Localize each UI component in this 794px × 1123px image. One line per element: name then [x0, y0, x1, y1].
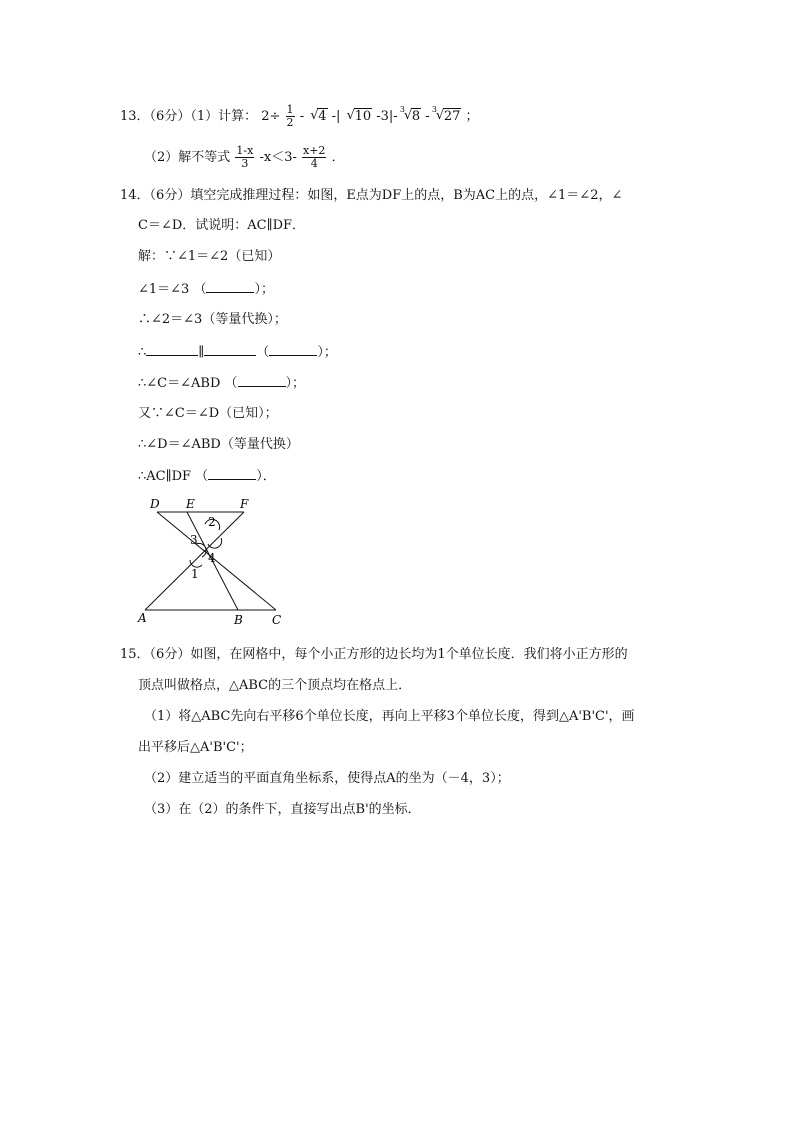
label-e: E	[186, 497, 195, 511]
q15-part3: （3）在（2）的条件下，直接写出点B'的坐标．	[144, 802, 421, 817]
label-d: D	[150, 497, 160, 511]
q14-step6: 又∵∠C＝∠D（已知）；	[138, 406, 278, 421]
fraction-1-minus-x-over-3: $\frac{1-x}{3}$	[236, 144, 254, 170]
q15-part1a: （1）将△ABC先向右平移6个单位长度，再向上平移3个单位长度，得到△A'B'C'，画	[144, 709, 635, 724]
q14-step2: ∠1＝∠3 （ ）；	[138, 282, 274, 297]
answer-blank[interactable]	[238, 374, 286, 387]
cube-root-27: 3 √ 27	[431, 105, 461, 124]
fraction-x-plus-2-over-4: $\frac{x+2}{4}$	[303, 144, 326, 170]
q14-step5: ∴∠C＝∠ABD （ ）；	[138, 376, 306, 391]
fraction-one-half: $\frac{1}{2}$	[286, 103, 294, 129]
cube-root-8: 3 √ 8	[399, 105, 421, 124]
label-c: C	[272, 613, 282, 627]
q14-step8: ∴AC∥DF （ ）．	[138, 469, 276, 484]
q14-step1: 解：∵∠1＝∠2（已知）	[138, 249, 281, 264]
geometry-figure	[130, 494, 290, 628]
sqrt-4: √ 4	[310, 108, 327, 124]
q13-expr-a: 2÷	[261, 109, 281, 124]
segment-db	[157, 512, 276, 610]
answer-blank[interactable]	[269, 343, 317, 356]
label-angle-3: 3	[190, 533, 198, 547]
q13-line2: （2）解不等式 $\frac{1-x}{3}$ -x＜3- $\frac{x+2}{4}$ ．	[144, 144, 345, 170]
answer-blank[interactable]	[146, 343, 198, 356]
q14-step7: ∴∠D＝∠ABD（等量代换）	[138, 437, 299, 452]
label-f: F	[240, 497, 249, 511]
answer-blank[interactable]	[208, 467, 256, 480]
q13-label: 13．（6分）（1）计算：	[120, 109, 258, 124]
q14-line2: C＝∠D．试说明：AC∥DF．	[138, 218, 306, 233]
q15-part1b: 出平移后△A'B'C'；	[138, 740, 253, 755]
q14-line1: 14．（6分）填空完成推理过程：如图，E点为DF上的点，B为AC上的点，∠1＝∠2，∠	[120, 188, 623, 203]
answer-blank[interactable]	[206, 280, 254, 293]
label-angle-1: 1	[191, 567, 199, 581]
q15-part2: （2）建立适当的平面直角坐标系，使得点A的坐为（－4，3）；	[144, 771, 510, 786]
q13-line1: 13．（6分）（1）计算： 2÷ $\frac{1}{2}$ - √ 4 -| √ 10 -3|- 3 √ 8 - 3 √ 27 ；	[120, 103, 479, 129]
q14-step4: ∴ ∥ （ ）；	[138, 345, 337, 360]
sqrt-10: √ 10	[346, 108, 372, 124]
label-angle-2: 2	[208, 515, 216, 529]
label-b: B	[234, 613, 243, 627]
q15-line2: 顶点叫做格点，△ABC的三个顶点均在格点上．	[138, 678, 412, 693]
label-angle-4: 4	[208, 551, 216, 565]
q15-line1: 15．（6分）如图，在网格中，每个小正方形的边长均为1个单位长度．我们将小正方形的	[120, 647, 628, 662]
answer-blank[interactable]	[204, 343, 256, 356]
q14-step3: ∴∠2＝∠3（等量代换）；	[138, 312, 287, 327]
label-a: A	[138, 611, 147, 625]
angle-arc-4	[208, 538, 222, 548]
